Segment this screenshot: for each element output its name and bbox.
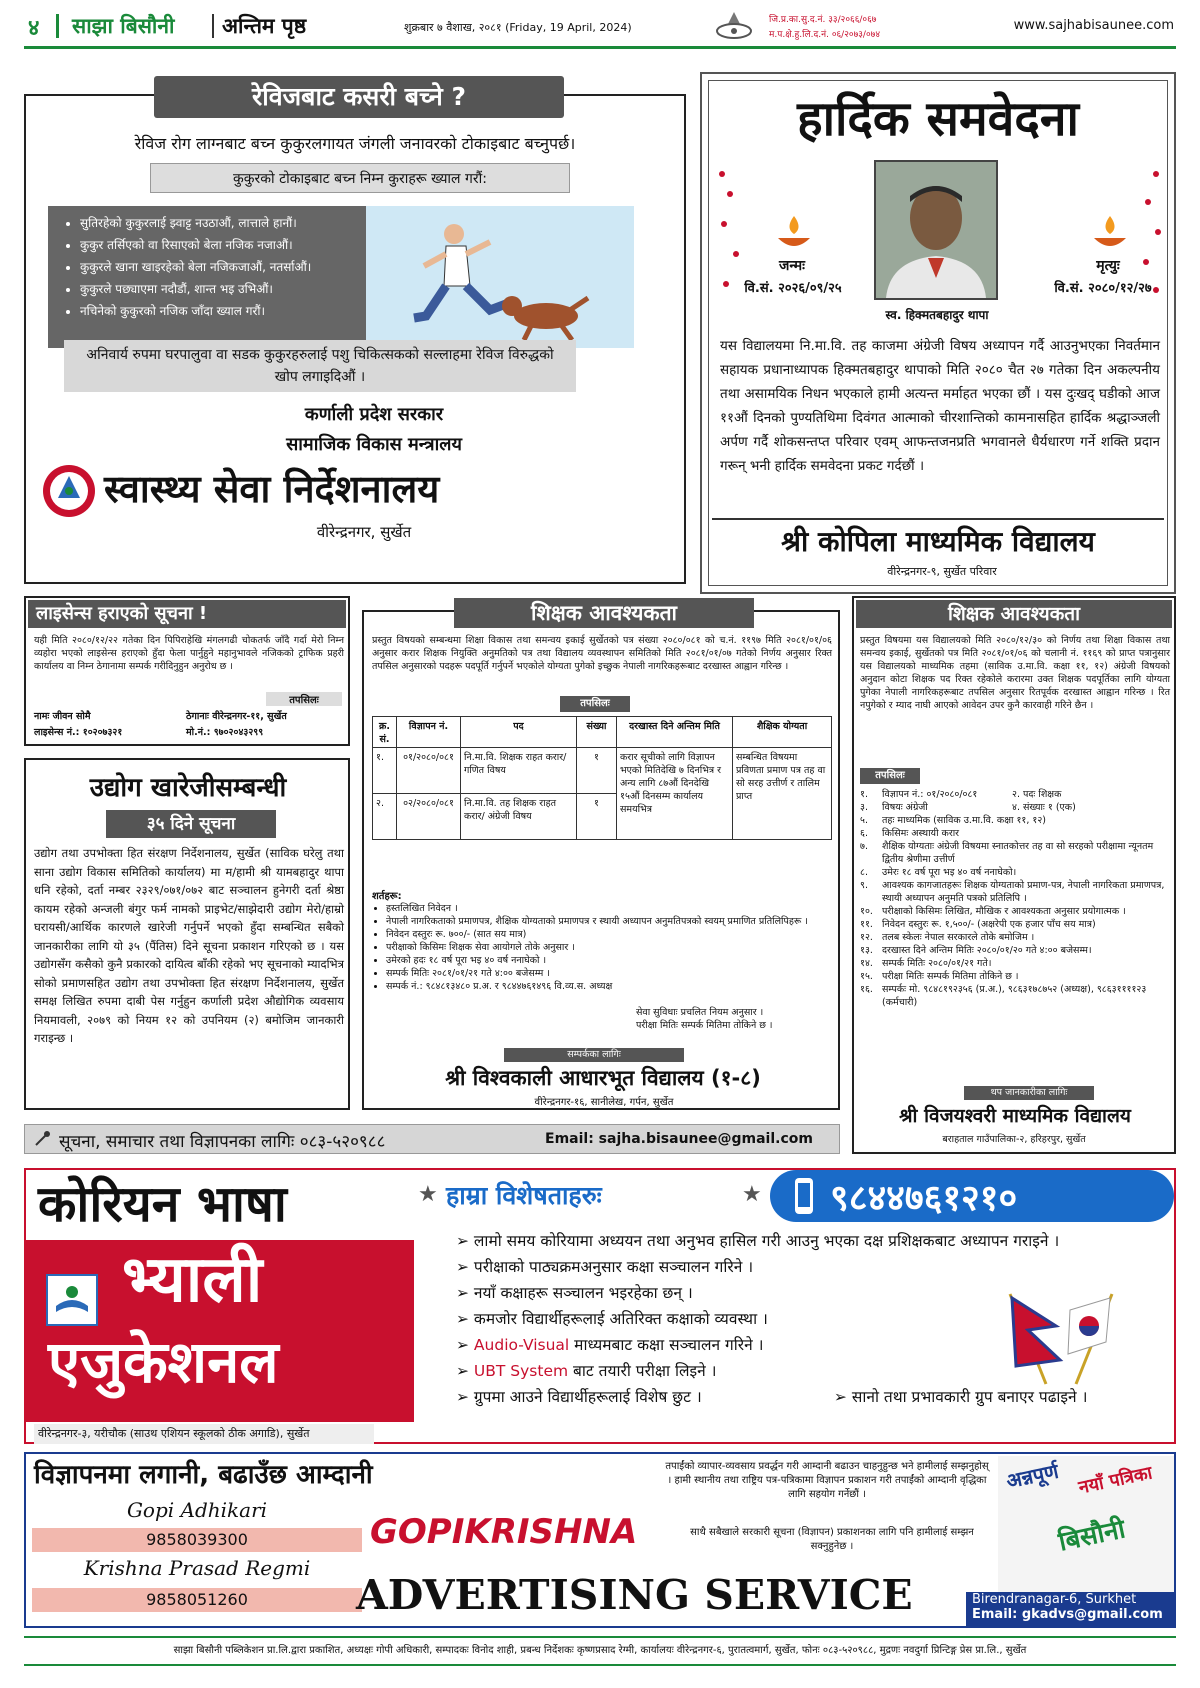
nepal-emblem-icon <box>38 462 100 520</box>
phone-2[interactable]: 9858051260 <box>32 1588 362 1612</box>
list-item: • कुकुरले खाना खाइरहेको बेला नजिकजाऔं, नतर्साऔं। <box>80 259 358 276</box>
condolence-school: श्री कोपिला माध्यमिक विद्यालय <box>712 518 1164 562</box>
list-item: • सम्पर्क मितिः २०८१/०१/२१ गते ४:०० बजेसम्म । <box>386 967 641 980</box>
arrow-icon: ➢ <box>456 1388 474 1406</box>
contact-bar <box>24 1124 840 1154</box>
list-item: • उमेरको हदः १८ वर्ष पूरा भइ ४० वर्ष ननाघेको । <box>386 954 641 967</box>
advert-ad <box>24 1452 1176 1628</box>
newspaper-collage <box>998 1456 1174 1596</box>
page-number: ४ <box>28 16 40 41</box>
item-text: दरखास्त दिने अन्तिम मितिः २०८०/०१/२० गते ४:०० बजेसम्म। <box>882 945 1092 956</box>
paper-name: साझा बिसौनी <box>72 14 175 38</box>
teacher1-title: शिक्षक आवश्यकता <box>454 598 754 628</box>
list-item: • परीक्षाको किसिमः शिक्षक सेवा आयोगले तोके अनुसार । <box>386 941 832 954</box>
mobile-phone-icon <box>784 1176 824 1216</box>
teacher2-title: शिक्षक आवश्यकता <box>856 600 1172 628</box>
feature-text: कमजोर विद्यार्थीहरूलाई अतिरिक्त कक्षाको व्यवस्था । <box>473 1310 768 1328</box>
table-cell: नि.मा.वि. शिक्षक राहत करार/ गणित विषय <box>461 748 577 794</box>
item-number: ६. <box>860 828 868 839</box>
emblem-icon <box>714 10 754 40</box>
license-address: ठेगानाः वीरेन्द्रनगर-११, सुर्खेत <box>186 711 287 722</box>
list-item: • नेपाली नागरिकताको प्रमाणपत्र, शैक्षिक योग्यताको प्रमाणपत्र र स्थायी अध्यापन अनुमतिपत्रको स्वयम् प्रमाणित प्रतिलिपिहरू । <box>386 915 832 928</box>
table-header-cell: शैक्षिक योग्यता <box>733 717 832 748</box>
item-text: आवश्यक कागजातहरूः शिक्षक योग्यताको प्रमाण-पत्र, नेपाली नागरिकता प्रमाणपत्र, स्थायी अध्यापन अनुमति पत्रको प्रतिलिपि । <box>882 880 1165 904</box>
feature-text: ग्रुपमा आउने विद्यार्थीहरूलाई विशेष छुट । <box>473 1388 702 1406</box>
lamp-icon <box>1090 214 1130 254</box>
condition-right-1: सेवा सुविधाः प्रचलित नियम अनुसार । <box>636 1007 764 1018</box>
korean-address: वीरेन्द्रनगर-३, यरीचौक (साउथ एशियन स्कूलको ठीक अगाडि), सुर्खेत <box>34 1424 374 1444</box>
table-header-row <box>373 717 832 748</box>
teacher-notice-1 <box>362 601 840 1110</box>
item-text: २. पदः शिक्षक <box>1012 789 1062 800</box>
rabies-notice: अनिवार्य रुपमा घरपालुवा वा सडक कुकुरहरुलाई पशु चिकित्सकको सल्लाहमा रेविज विरुद्धको खोप लगाइदिऔं । <box>64 340 576 392</box>
table-cell: करार सूचीको लागि विज्ञापन भएको मितिदेखि ७ दिनभित्र र अन्य लागि ८७औं दिनदेखि १५औं दिनसम्म कार्यालय समयभित्र <box>617 748 733 840</box>
feature-highlight: UBT System <box>473 1362 569 1380</box>
list-item <box>860 879 1172 905</box>
license-number: लाइसेन्स नं.: १०२०७३२१ <box>34 727 123 738</box>
teacher1-text: प्रस्तुत विषयको सम्बन्धमा शिक्षा विकास तथा समन्वय इकाई सुर्खेतको पत्र संख्या २०८०/०८१ को च.नं. ११९७ मिति २०८१/०१/०६ अनुसार करार शिक्षक नियुक्ति अनुमतिको पत्र तथा विद्यालय व्यवस्थापन समितिको मिति २०८१/०१/०७ गतेको निर्णय अनुसार रिक्त तपसिल अनुसारको पदहरू पदपूर्ति गर्नुपर्ने भएकोले योग्यता पुगेको इच्छुक नेपाली नागरिकहरूबाट दरखास्त आह्वान गरिन्छ । <box>372 635 832 672</box>
phone-1[interactable]: 9858039300 <box>32 1528 362 1552</box>
flags-icon <box>986 1280 1136 1390</box>
item-number: ३. <box>860 802 868 813</box>
item-text: किसिमः अस्थायी करार <box>882 828 960 839</box>
table-cell: १ <box>577 748 617 794</box>
newspaper-1: अन्नपूर्ण <box>1004 1458 1061 1494</box>
advert-address: Birendranagar-6, Surkhet <box>972 1592 1137 1607</box>
item-number: १०. <box>860 906 873 917</box>
header-divider <box>56 14 59 38</box>
feature-text: परीक्षाको पाठ्यक्रमअनुसार कक्षा सञ्चालन गरिने । <box>473 1258 754 1276</box>
lamp-icon <box>774 214 814 254</box>
dept-place: वीरेन्द्रनगर, सुर्खेत <box>316 523 412 541</box>
footer-rule <box>24 1664 1176 1666</box>
conditions-list <box>372 902 832 993</box>
person-2: Krishna Prasad Regmi <box>83 1556 311 1580</box>
rabies-subtitle: कुकुरको टोकाइबाट बच्न निम्न कुराहरू ख्याल गरौं: <box>150 163 570 193</box>
item-text: उमेरः १८ वर्ष पूरा भइ ४० वर्ष ननाघेको। <box>882 867 1017 878</box>
list-item: • निवेदन दस्तुरः रू. ७००/- (सात सय मात्र) <box>386 928 832 941</box>
table-cell: १. <box>373 748 397 794</box>
list-item <box>860 970 1172 983</box>
item-text: ४. संख्याः १ (एक) <box>1012 802 1076 813</box>
license-mobile: मो.नं.: ९७०२०४३२९९ <box>186 727 264 738</box>
advert-contact-box <box>966 1592 1176 1628</box>
gov-line-2: सामाजिक विकास मन्त्रालय <box>286 434 462 455</box>
arrow-icon: ➢ <box>456 1310 474 1328</box>
item-number: १. <box>860 789 868 800</box>
list-item <box>860 788 1172 801</box>
advert-text-1: तपाईंको व्यापार-व्यवसाय प्रवर्द्धन गरी आम्दानी बढाउन चाहनुहुन्छ भने हामीलाई सम्झनुहोस् । हामी स्थानीय तथा राष्ट्रिय पत्र-पत्रिकामा विज्ञापन प्रकाशन गरी तपाईंको आम्दानी वृद्धिका लागि सहयोग गर्नेछौं । <box>665 1461 989 1500</box>
newspaper-3: बिसौनी <box>1056 1514 1128 1558</box>
phone-badge[interactable] <box>770 1170 1174 1222</box>
item-number: ८. <box>860 867 868 878</box>
table-cell: ०२/२०८०/०८१ <box>397 794 461 840</box>
korean-name-2: एजुकेशनल <box>48 1328 279 1396</box>
table-header-cell: संख्या <box>577 717 617 748</box>
list-item <box>860 931 1172 944</box>
header-rule <box>24 46 1176 49</box>
service-name: ADVERTISING SERVICE <box>356 1571 913 1619</box>
condition-right-2: परीक्षा मितिः सम्पर्क मितिमा तोकिने छ । <box>636 1020 773 1031</box>
item-text: परीक्षाको किसिमः लिखित, मौखिक र आवश्यकता अनुसार प्रयोगात्मक । <box>882 906 1126 917</box>
list-item <box>860 905 1172 918</box>
dept-name: स्वास्थ्य सेवा निर्देशनालय <box>104 467 440 511</box>
brand-name: GOPIKRISHNA <box>370 1512 638 1552</box>
arrow-icon: ➢ <box>833 1388 852 1406</box>
korean-ad <box>24 1168 1176 1444</box>
table-row <box>373 748 832 794</box>
list-item <box>860 840 1172 866</box>
table-cell: सम्बन्धित विषयमा प्रविणता प्रमाण पत्र तह वा सो सरह उत्तीर्ण र तालिम प्राप्त <box>733 748 832 840</box>
registration-2: म.प.क्षे.हु.लि.द.नं. ०६/२०७३/०७४ <box>769 30 881 40</box>
registration-1: जि.प्र.का.सु.द.नं. ३३/२०६६/०६७ <box>769 15 877 25</box>
footer-rule <box>24 1636 1176 1638</box>
item-number: १५. <box>860 971 873 982</box>
portrait-photo <box>874 160 998 300</box>
advert-email[interactable]: Email: gkadvs@gmail.com <box>972 1607 1163 1622</box>
feature-text: बाट तयारी परीक्षा लिइने । <box>573 1362 717 1380</box>
table-header-cell: क्र. सं. <box>373 717 397 748</box>
list-item <box>456 1254 1168 1280</box>
item-text: सम्पर्कः मो. ९८४८१९२३५६ (प्र.अ.), ९८६३१७८७५२ (अध्यक्ष), ९८६३११११२३ (कर्मचारी) <box>882 984 1147 1008</box>
table-header-cell: विज्ञापन नं. <box>397 717 461 748</box>
section-name: अन्तिम पृष्ठ <box>222 14 307 38</box>
korean-title: कोरियन भाषा <box>38 1175 287 1233</box>
feature-highlight: Audio-Visual <box>473 1336 570 1354</box>
birth-date: वि.सं. २०२६/०९/२५ <box>744 281 842 296</box>
arrow-icon: ➢ <box>456 1258 474 1276</box>
advert-title: विज्ञापनमा लगानी, बढाउँछ आम्दानी <box>34 1460 373 1490</box>
list-item <box>456 1228 1168 1254</box>
page-header <box>24 8 1176 44</box>
table-cell: २. <box>373 794 397 840</box>
teacher2-tapsil: तपसिलः <box>860 768 920 784</box>
feature-text: नयाँ कक्षाहरू सञ्चालन भइरहेका छन् । <box>473 1284 693 1302</box>
arrow-icon: ➢ <box>456 1362 474 1380</box>
list-item: • हस्तलिखित निवेदन । <box>386 902 832 915</box>
table-header-cell: पद <box>461 717 577 748</box>
item-number: ५. <box>860 815 868 826</box>
phone-number: ९८४४७६१२१० <box>830 1178 1018 1219</box>
item-number: ९. <box>860 880 868 891</box>
item-number: ११. <box>860 919 873 930</box>
item-number: १३. <box>860 945 873 956</box>
star-icon: ★ <box>742 1182 762 1207</box>
school-logo-icon <box>46 1274 98 1326</box>
features-title: हाम्रा विशेषताहरुः <box>446 1181 602 1210</box>
condolence-ad <box>700 72 1176 594</box>
deceased-name: स्व. हिक्मतबहादुर थापा <box>885 308 989 322</box>
person-1: Gopi Adhikari <box>126 1498 268 1522</box>
list-item <box>860 944 1172 957</box>
list-item <box>860 918 1172 931</box>
udhyog-title: उद्योग खारेजीसम्बन्धी <box>89 773 287 803</box>
arrow-icon: ➢ <box>456 1284 474 1302</box>
list-item: • कुकुर तर्सिएको वा रिसाएको बेला नजिक नजाऔं। <box>80 237 358 254</box>
item-text: तलब स्केलः नेपाल सरकारले तोके बमोजिम । <box>882 932 1035 943</box>
item-text: शैक्षिक योग्यताः अंग्रेजी विषयमा स्नातकोत्तर तह वा सो सरहको परीक्षामा न्यूनतम द्वितीय श्रेणीमा उत्तीर्ण <box>882 841 1154 865</box>
list-item: • कुकुरले पछ्याएमा नदौडौं, शान्त भइ उभिऔं। <box>80 281 358 298</box>
table-header-cell: दरखास्त दिने अन्तिम मिति <box>617 717 733 748</box>
list-item <box>860 801 1172 814</box>
udhyog-text: उद्योग तथा उपभोक्ता हित संरक्षण निर्देशनालय, सुर्खेत (साविक घरेलु तथा साना उद्योग विकास समितिको कार्यालय) मा म/हामी श्री यामबहादुर थापा धनि रहेको, दर्ता नम्बर २३२९/०७१/०७२ बाट सञ्चालन हुनेगरी दर्ता श्रेष्ठा कायम रहेको अन्जली बंगुर फर्म नामको प्राइभेट/साझेदारी उद्योग मेरो/हाम्रो घरायसी/आर्थिक कारणले खारेजी गर्नुपर्ने भएको हुँदा सम्बन्धित सबैको जानकारीका लागि यो ३५ (पैंतिस) दिने सूचना प्रकाशन गरिएको छ । यस उद्योगसँग कसैको कुनै प्रकारको दायित्व बाँकी रहेको भए सूचनाको म्यादभित्र सोको प्रमाणसहित उद्योग तथा उपभोक्ता हित संरक्षण निर्देशनालय, सुर्खेत समक्ष लिखित रुपमा दाबी पेस गर्नुहुन कर्णाली प्रदेश औद्योगिक व्यवसाय नियमावली, २०७९ को नियम १२ को उपनियम (२) बमोजिम जानकारी गराइन्छ । <box>34 846 344 1045</box>
header-divider <box>212 14 214 38</box>
rabies-title: रेविजबाट कसरी बच्ने ? <box>154 76 564 118</box>
conditions-title: शर्तहरू: <box>372 891 402 902</box>
teacher1-contact-label: सम्पर्कका लागिः <box>504 1048 684 1062</box>
gov-line-1: कर्णाली प्रदेश सरकार <box>304 404 444 425</box>
list-item: • सुतिरहेको कुकुरलाई झ्वाट्ट नउठाऔं, लात्ताले हानौं। <box>80 215 358 232</box>
table-cell: ०१/२०८०/०८१ <box>397 748 461 794</box>
feature-text: लामो समय कोरियामा अध्ययन तथा अनुभव हासिल गरी आउनु भएका दक्ष प्रशिक्षकबाट अध्यापन गराइने । <box>473 1232 1060 1250</box>
list-item <box>860 866 1172 879</box>
rabies-intro: रेविज रोग लाग्नबाट बच्न कुकुरलगायत जंगली जनावरको टोकाइबाट बच्नुपर्छ। <box>134 134 576 153</box>
table-cell: १ <box>577 794 617 840</box>
teacher2-school: श्री विजयश्वरी माध्यमिक विद्यालय <box>899 1105 1131 1127</box>
item-number: १६. <box>860 984 873 995</box>
teacher1-table <box>372 716 832 840</box>
udhyog-notice <box>24 758 350 1110</box>
rabies-ad <box>24 70 686 584</box>
item-text: सम्पर्क मितिः २०८०/०१/२१ गते। <box>882 958 992 969</box>
list-item <box>860 983 1172 1009</box>
item-number: १२. <box>860 932 873 943</box>
table-cell: नि.मा.वि. तह शिक्षक राहत करार/ अंग्रेजी विषय <box>461 794 577 840</box>
birth-label: जन्मः <box>778 258 806 274</box>
license-name: नामः जीवन सोमै <box>34 711 91 722</box>
teacher1-tapsil: तपसिलः <box>560 696 630 712</box>
newspaper-2: नयाँ पत्रिका <box>1076 1462 1155 1499</box>
issue-date: शुक्रबार ७ वैशाख, २०८१ (Friday, 19 April, 2024) <box>404 21 632 34</box>
teacher2-school-place: बराहताल गाउँपालिका-२, हरिहरपुर, सुर्खेत <box>942 1134 1086 1145</box>
list-item <box>860 827 1172 840</box>
item-number: १४. <box>860 958 873 969</box>
list-item <box>860 957 1172 970</box>
contact-email[interactable]: Email: sajha.bisaunee@gmail.com <box>545 1131 813 1147</box>
teacher1-school-place: वीरेन्द्रनगर-१६, सानीलेख, गर्पन, सुर्खेत <box>534 1097 674 1108</box>
star-icon: ★ <box>418 1182 438 1207</box>
list-item: • नचिनेको कुकुरको नजिक जाँदा ख्याल गरौं। <box>80 303 358 320</box>
item-number: ७. <box>860 841 868 852</box>
condolence-title: हार्दिक समवेदना <box>797 91 1079 147</box>
condolence-school-place: वीरेन्द्रनगर-९, सुर्खेत परिवार <box>887 565 997 578</box>
advert-text-2: साथै सबैखाले सरकारी सूचना (विज्ञापन) प्रकाशनका लागि पनि हामीलाई सम्झन सक्नुहुनेछ । <box>690 1527 974 1552</box>
udhyog-subtitle: ३५ दिने सूचना <box>106 810 276 838</box>
list-item: • सम्पर्क नं.: ९८४८१३४८० प्र.अ. र ९८४४७६१४९६ वि.व्य.स. अध्यक्ष <box>386 980 832 993</box>
teacher1-school: श्री विश्वकाली आधारभूत विद्यालय (१-८) <box>445 1066 761 1090</box>
license-notice <box>24 596 350 746</box>
item-text: तहः माध्यमिक (साविक उ.मा.वि. कक्षा ११, १२) <box>882 815 1046 826</box>
website[interactable]: www.sajhabisaunee.com <box>1013 18 1174 33</box>
feature-text: सानो तथा प्रभावकारी ग्रुप बनाएर पढाइने । <box>851 1388 1088 1406</box>
arrow-icon: ➢ <box>456 1336 474 1354</box>
korean-name-1: भ्याली <box>122 1243 263 1317</box>
condolence-text: यस विद्यालयमा नि.मा.वि. तह काजमा अंग्रेजी विषय अध्यापन गर्दै आउनुभएका निवर्तमान सहायक प्रधानाध्यापक हिक्मतबहादुर थापाको मिति २०८० चैत २७ गतेका दिन अकल्पनीय तथा असामयिक निधन भएकाले हामी अत्यन्त मर्माहत भएका छौं । यस दुःखद् घडीको आज ११औं दिनको पुण्यतिथिमा दिवंगत आत्माको चीरशान्तिको कामनासहित हार्दिक श्रद्धाञ्जली अर्पण गर्दै शोकसन्तप्त परिवार एवम् आफन्तजनप्रति भगवानले धैर्यधारण गर्ने शक्ति प्रदान गरून् भनी हार्दिक समवेदना प्रकट गर्दछौं । <box>720 338 1160 474</box>
item-text: निवेदन दस्तुरः रू. १,५००/- (अक्षरेपी एक हजार पाँच सय मात्र) <box>882 919 1096 930</box>
feature-text: माध्यमबाट कक्षा सञ्चालन गरिने । <box>574 1336 764 1354</box>
teacher2-text: प्रस्तुत विषयमा यस विद्यालयको मिति २०८०/१२/३० को निर्णय तथा शिक्षा विकास तथा समन्वय इकाई, सुर्खेतको पत्र मिति २०८१/०१/०६ को चलानी नं. ११६९ को प्राप्त पत्रानुसार यस विद्यालयको माध्यमिक तहमा (साविक उ.मा.वि. कक्षा ११, १२) अंग्रेजी विषयको अनुदान कोटा शिक्षक पद रिक्त रहेकोले करारमा उक्त शिक्षक पदपूर्तिका लागि योग्यता पुगेका नेपाली नागरिकहरूबाट तपसिल अनुसार रितपूर्वक दरखास्त आह्वान गरिन्छ । रित नपुगेको र म्याद नाघी आएको आवेदन उपर कुनै कारवाही गरिने छैन । <box>860 635 1170 711</box>
list-item <box>860 814 1172 827</box>
item-text: विज्ञापन नं.: ०१/२०८०/०८१ <box>882 789 978 800</box>
death-date: वि.सं. २०८०/१२/२७ <box>1054 281 1152 296</box>
teacher2-contact-label: थप जानकारीका लागिः <box>964 1086 1094 1100</box>
item-text: परीक्षा मितिः सम्पर्क मितिमा तोकिने छ । <box>882 971 1019 982</box>
license-tapsil: तपसिलः <box>266 692 342 706</box>
contact-label: सूचना, समाचार तथा विज्ञापनका लागिः ०८३-५२०९८८ <box>59 1132 386 1152</box>
dog-chase-illustration <box>366 206 634 348</box>
license-text: यही मिति २०८०/१२/२२ गतेका दिन पिपिराहेखि मंगलगढी चोकतर्फ जाँदै गर्दा मेरो निम्न व्यहोरा भएको लाइसेन्स हराएको हुँदा फेला पार्नुहुने महानुभावले नजिकको ट्राफिक प्रहरी कार्यालय वा निम्न ठेगानामा सम्पर्क गरीदिनुहुन अनुरोध छ । <box>34 635 344 672</box>
teacher-notice-2 <box>852 596 1176 1154</box>
footer-text: साझा बिसौनी पब्लिकेशन प्रा.लि.द्वारा प्रकाशित, अध्यक्षः गोपी अधिकारी, सम्पादकः विनोद शाही, प्रबन्ध निर्देशकः कृष्णप्रसाद रेग्मी, कार्यालयः वीरेन्द्रनगर-६, पुरातत्वमार्ग, सुर्खेत, फोनः ०८३-५२०९८८, मुद्रणः नवदुर्गा प्रिन्टिङ्ग प्रेस प्रा.लि., सुर्खेत <box>173 1645 1027 1656</box>
death-label: मृत्युः <box>1096 258 1120 274</box>
teacher2-items <box>860 788 1172 1009</box>
item-text: विषयः अंग्रेजी <box>882 802 928 813</box>
rabies-list <box>64 215 358 320</box>
pin-icon <box>33 1130 51 1148</box>
arrow-icon: ➢ <box>456 1232 474 1250</box>
license-title: लाइसेन्स हराएको सूचना ! <box>28 600 346 628</box>
